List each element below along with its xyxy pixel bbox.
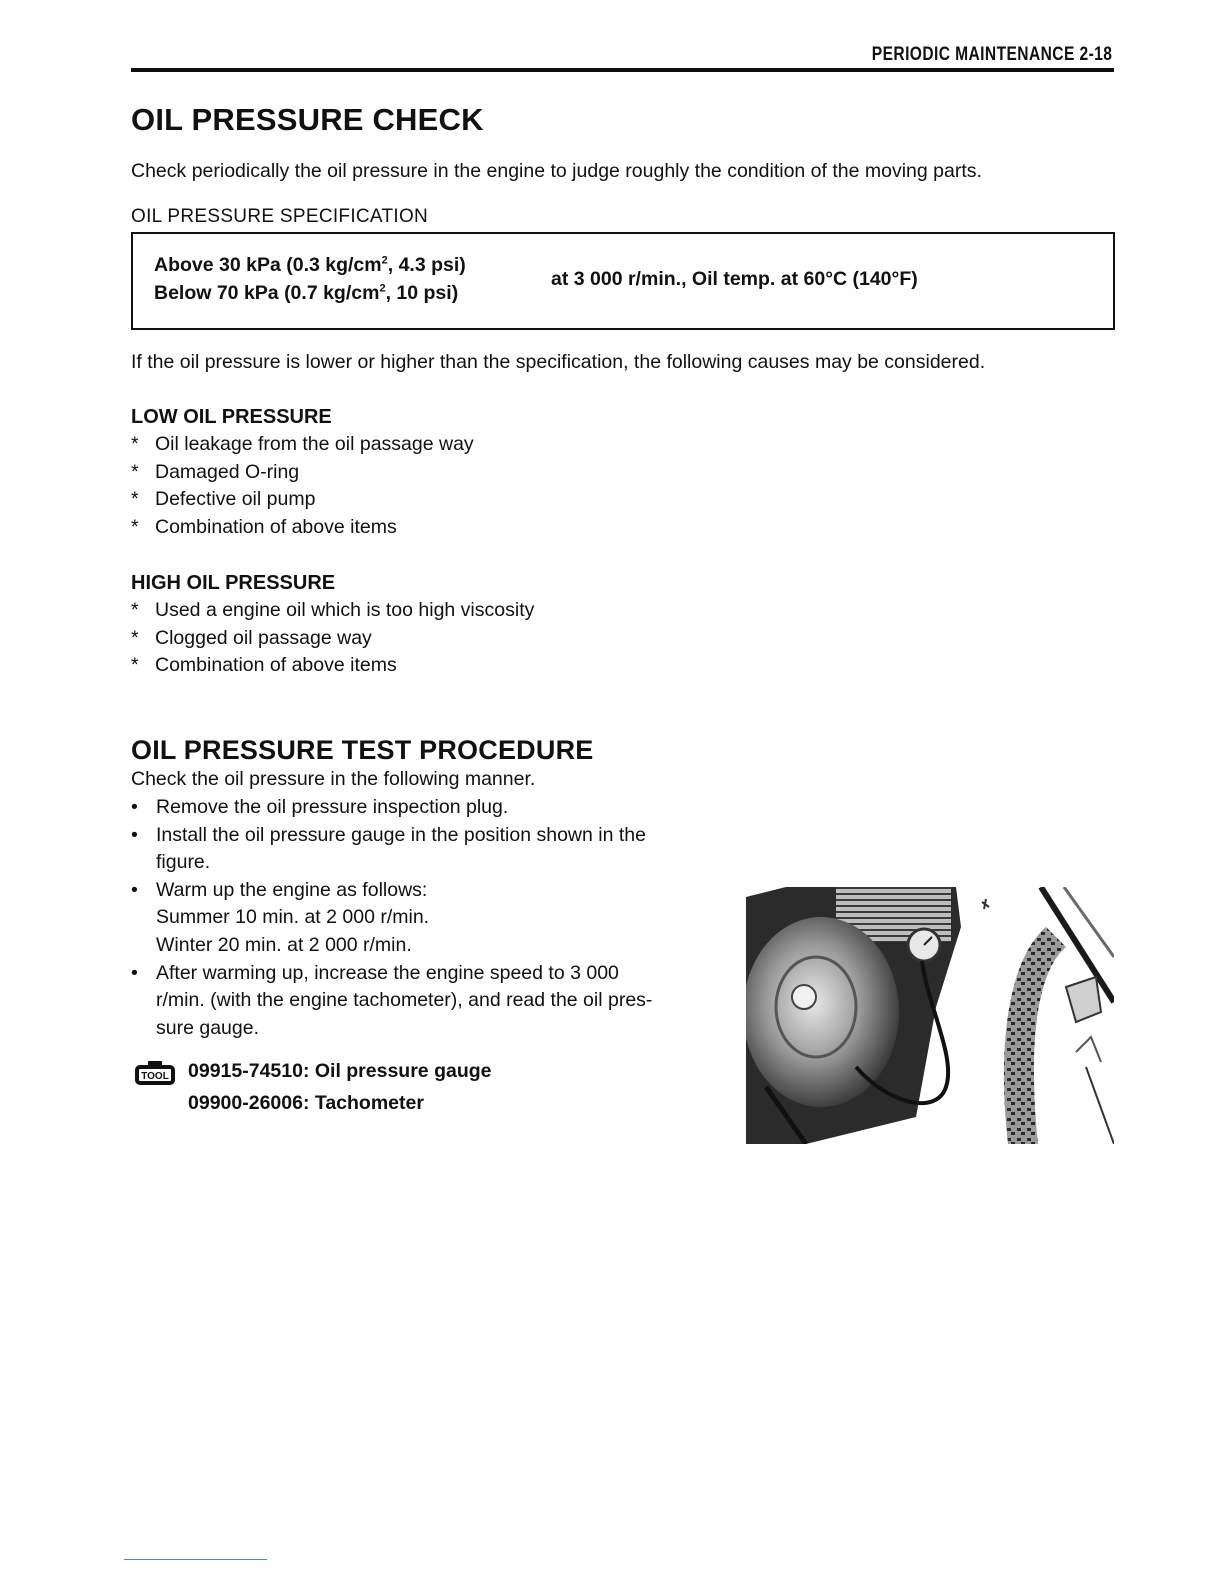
bullet-marker: •	[131, 823, 138, 846]
spec-below-prefix: Below 70 kPa (0.7 kg/cm	[154, 282, 380, 304]
asterisk-marker: *	[131, 460, 139, 483]
spec-below-line	[154, 282, 458, 305]
list-item	[131, 488, 474, 516]
asterisk-marker: *	[131, 488, 139, 511]
step-text: Summer 10 min. at 2 000 r/min.	[156, 906, 430, 929]
spec-condition: at 3 000 r/min., Oil temp. at 60°C (140°F)	[551, 268, 918, 290]
tool-icon	[134, 1060, 176, 1086]
low-oil-pressure-title: LOW OIL PRESSURE	[131, 406, 332, 428]
tool-icon-label: TOOL	[141, 1071, 169, 1082]
header-rule	[131, 68, 1114, 72]
list-item-text: Damaged O-ring	[155, 460, 300, 483]
list-item	[131, 627, 534, 655]
list-item-text: Combination of above items	[155, 654, 397, 677]
step-text: figure.	[156, 851, 211, 874]
footer-rule	[124, 1559, 267, 1560]
causes-intro: If the oil pressure is lower or higher than the specification, the following causes may be considered.	[131, 351, 986, 373]
bullet-marker: •	[131, 878, 138, 901]
bullet-marker: •	[131, 961, 138, 984]
step-text: Warm up the engine as follows:	[156, 878, 428, 901]
spec-above-sup: 2	[381, 254, 388, 267]
asterisk-marker: *	[131, 515, 139, 538]
list-item	[131, 960, 731, 1043]
asterisk-marker: *	[131, 599, 139, 621]
step-text: Install the oil pressure gauge in the position shown in the	[156, 823, 646, 846]
step-text: r/min. (with the engine tachometer), and read the oil pres-	[156, 989, 653, 1012]
list-item-text: Oil leakage from the oil passage way	[155, 433, 474, 455]
list-item-text: Clogged oil passage way	[155, 626, 372, 649]
list-item	[131, 516, 474, 544]
spec-below-suffix: , 10 psi)	[385, 282, 459, 304]
asterisk-marker: *	[131, 626, 139, 649]
list-item	[131, 599, 534, 627]
list-item	[131, 877, 731, 960]
step-text: sure gauge.	[156, 1016, 259, 1039]
procedure-steps	[131, 794, 731, 1042]
list-item	[131, 822, 731, 877]
low-oil-pressure-list	[131, 433, 474, 543]
spec-box	[131, 232, 1115, 330]
spec-below-sup: 2	[379, 282, 386, 295]
high-oil-pressure-title: HIGH OIL PRESSURE	[131, 572, 336, 594]
step-text: Winter 20 min. at 2 000 r/min.	[156, 933, 412, 956]
spec-above-line	[154, 254, 466, 277]
section-title-oil-pressure-check: OIL PRESSURE CHECK	[131, 102, 484, 137]
page-header-title: PERIODIC MAINTENANCE 2-18	[871, 44, 1112, 65]
high-oil-pressure-list	[131, 599, 534, 682]
spec-above-suffix: , 4.3 psi)	[387, 254, 466, 276]
list-item-text: Used a engine oil which is too high viscosity	[155, 599, 535, 621]
step-text: After warming up, increase the engine speed to 3 000	[156, 961, 619, 984]
tool-oil-pressure-gauge: 09915-74510: Oil pressure gauge	[188, 1060, 492, 1082]
asterisk-marker: *	[131, 654, 139, 677]
list-item	[131, 461, 474, 489]
list-item	[131, 794, 731, 822]
spec-label: OIL PRESSURE SPECIFICATION	[131, 206, 429, 227]
section-title-test-procedure: OIL PRESSURE TEST PROCEDURE	[131, 735, 594, 765]
asterisk-marker: *	[131, 433, 139, 455]
list-item	[131, 654, 534, 682]
intro-paragraph: Check periodically the oil pressure in the engine to judge roughly the condition of the moving parts.	[131, 160, 982, 182]
engine-gauge-photo	[746, 887, 1114, 1144]
bullet-marker: •	[131, 796, 138, 818]
list-item	[131, 433, 474, 461]
tool-tachometer: 09900-26006: Tachometer	[188, 1092, 424, 1114]
procedure-intro: Check the oil pressure in the following manner.	[131, 768, 536, 790]
spec-above-prefix: Above 30 kPa (0.3 kg/cm	[154, 254, 382, 276]
list-item-text: Defective oil pump	[155, 488, 316, 511]
list-item-text: Combination of above items	[155, 515, 397, 538]
step-text: Remove the oil pressure inspection plug.	[156, 796, 509, 818]
